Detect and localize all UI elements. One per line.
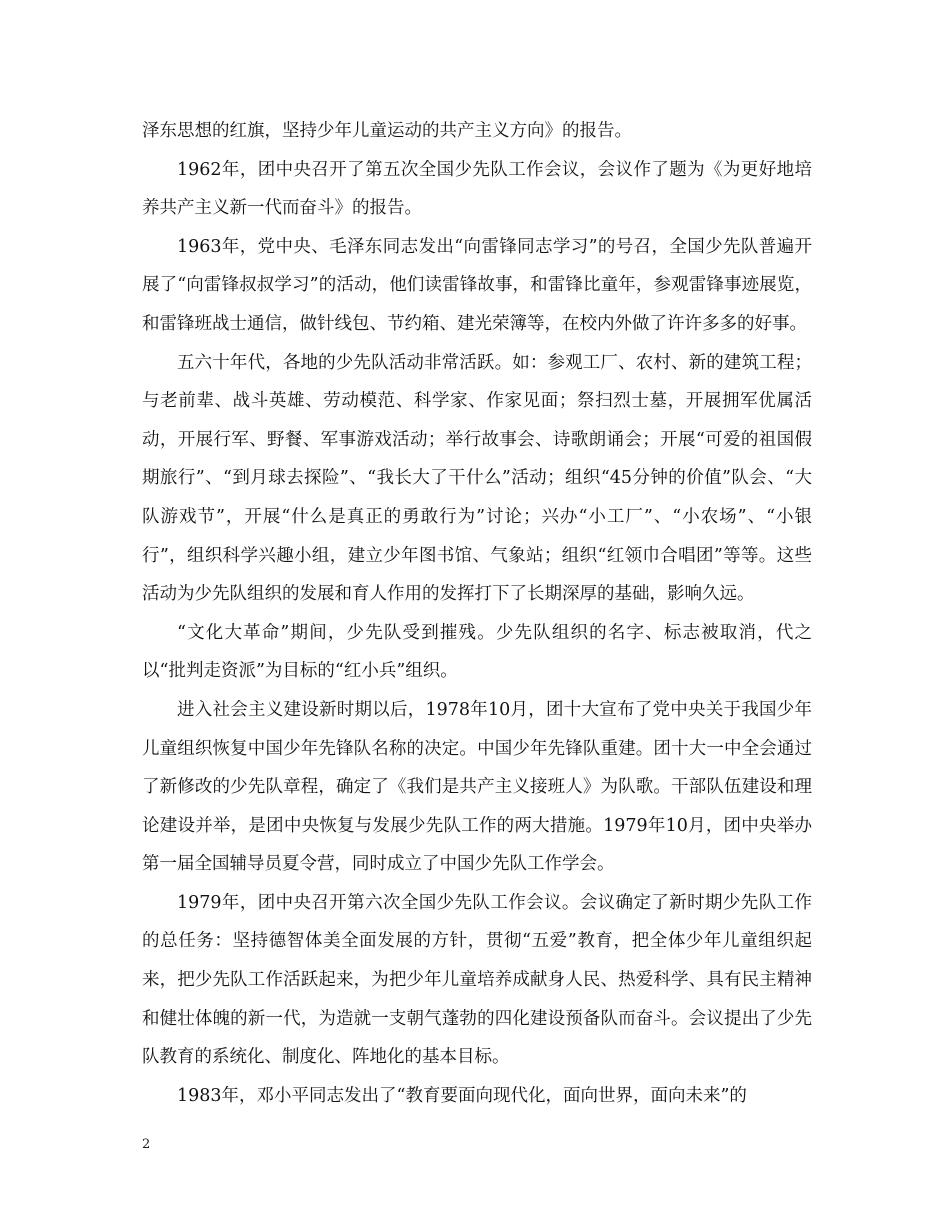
- paragraph-7: 1979年，团中央召开第六次全国少先队工作会议。会议确定了新时期少先队工作的总任务：坚持德智体美全面发展的方针，贯彻“五爱”教育，把全体少年儿童组织起来，把少先队工作活跃起来，为把少年儿童培养成献身人民、热爱科学、具有民主精神和健壮体魄的新一代，为造就一支朝气蓬勃的四化建设预备队而奋斗。会议提出了少先队教育的系统化、制度化、阵地化的基本目标。: [142, 892, 812, 1068]
- paragraph-2: 1962年，团中央召开了第五次全国少先队工作会议，会议作了题为《为更好地培养共产主义新一代而奋斗》的报告。: [142, 159, 812, 219]
- body-text: [142, 112, 812, 1115]
- page-number: 2: [142, 1137, 151, 1152]
- paragraph-8: 1983年，邓小平同志发出了“教育要面向现代化，面向世界，面向未来”的: [177, 1085, 747, 1106]
- paragraph-4: 五六十年代，各地的少先队活动非常活跃。如：参观工厂、农村、新的建筑工程；与老前辈、战斗英雄、劳动模范、科学家、作家见面；祭扫烈士墓，开展拥军优属活动，开展行军、野餐、军事游戏活动；举行故事会、诗歌朗诵会；开展“可爱的祖国假期旅行”、“到月球去探险”、“我长大了干什么”活动；组织“45分钟的价值”队会、“大队游戏节”，开展“什么是真正的勇敢行为”讨论；兴办“小工厂”、“小农场”、“小银行”，组织科学兴趣小组，建立少年图书馆、气象站；组织“红领巾合唱团”等等。这些活动为少先队组织的发展和育人作用的发挥打下了长期深厚的基础，影响久远。: [142, 352, 812, 605]
- paragraph-3: 1963年，党中央、毛泽东同志发出“向雷锋同志学习”的号召，全国少先队普遍开展了“向雷锋叔叔学习”的活动，他们读雷锋故事，和雷锋比童年，参观雷锋事迹展览，和雷锋班战士通信，做针线包、节约箱、建光荣簿等，在校内外做了许许多多的好事。: [142, 236, 812, 334]
- paragraph-6: 进入社会主义建设新时期以后，1978年10月，团十大宣布了党中央关于我国少年儿童组织恢复中国少年先锋队名称的决定。中国少年先锋队重建。团十大一中全会通过了新修改的少先队章程，确定了《我们是共产主义接班人》为队歌。干部队伍建设和理论建设并举，是团中央恢复与发展少先队工作的两大措施。1979年10月，团中央举办第一届全国辅导员夏令营，同时成立了中国少先队工作学会。: [142, 699, 812, 875]
- paragraph-1: 泽东思想的红旗，坚持少年儿童运动的共产主义方向》的报告。: [142, 121, 632, 141]
- paragraph-5: “文化大革命”期间，少先队受到摧残。少先队组织的名字、标志被取消，代之以“批判走资派”为目标的“红小兵”组织。: [142, 622, 812, 682]
